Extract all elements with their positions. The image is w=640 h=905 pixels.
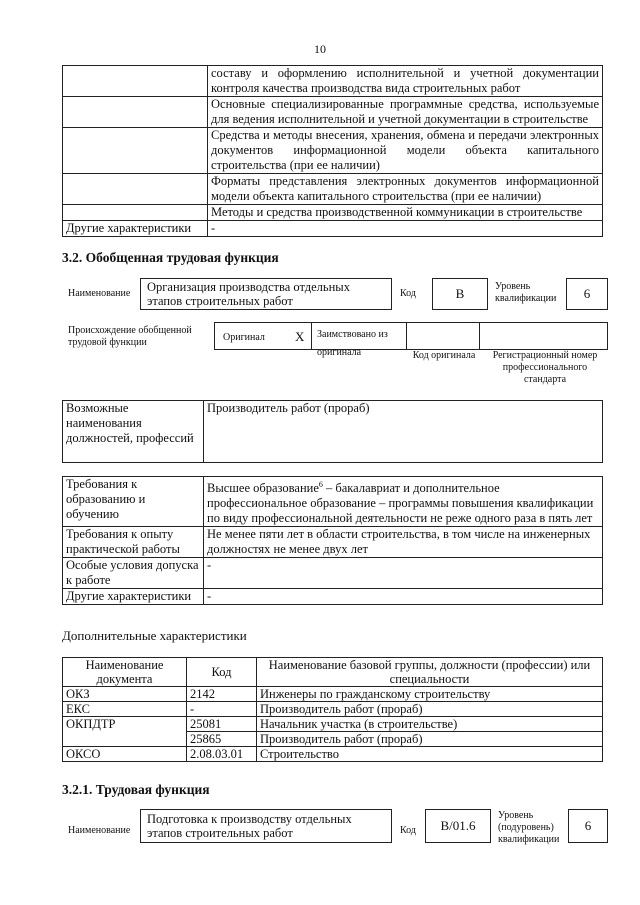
footnote-mark: 6 (318, 480, 323, 489)
code-original-cell (406, 322, 480, 350)
name-cell: Инженеры по гражданскому строительству (257, 687, 603, 702)
table-row: Форматы представления электронных документов информационной модели объекта капитального строительства (при ее наличии) (208, 174, 603, 205)
function-name: Подготовка к производству отдельных этапов строительных работ (147, 812, 352, 840)
doc-cell: ОКЗ (63, 687, 187, 702)
table-row (63, 702, 603, 717)
original-mark: X (295, 329, 305, 344)
code-box (432, 278, 488, 310)
level-label: Уровень (подуровень) квалификации (498, 810, 560, 845)
knowledge-table (62, 65, 603, 237)
name-cell: Производитель работ (прораб) (257, 732, 603, 747)
level-value: 6 (583, 286, 591, 301)
level-value: 6 (584, 818, 592, 833)
requirements-table (62, 476, 603, 605)
name-label: Наименование (68, 825, 131, 836)
header-name: Наименование базовой группы, должности (профессии) или специальности (257, 658, 603, 687)
code-cell: 2142 (187, 687, 257, 702)
level-box (566, 278, 608, 310)
original-label: Оригинал (223, 332, 265, 343)
code-label: Код (400, 825, 416, 836)
function-name: Организация производства отдельных этапов строительных работ (147, 280, 350, 308)
doc-cell: ОКПДТР (63, 717, 187, 747)
code-box (425, 809, 491, 843)
borrowed-cell (311, 322, 407, 358)
section-heading: 3.2. Обобщенная трудовая функция (62, 250, 279, 265)
additional-title: Дополнительные характеристики (62, 628, 247, 643)
table-row (63, 717, 603, 732)
function-name-box (140, 278, 392, 310)
other-characteristics-value: - (208, 221, 603, 237)
other-characteristics-label: Другие характеристики (63, 589, 204, 605)
table-row (63, 747, 603, 762)
table-row: Средства и методы внесения, хранения, обмена и передачи электронных документов информационной модели объекта капитального строительства (при ее наличии) (208, 128, 603, 174)
education-label: Требования к образованию и обучению (63, 477, 204, 527)
code-value: B (455, 286, 465, 301)
name-cell: Производитель работ (прораб) (257, 702, 603, 717)
code-value: B/01.6 (440, 818, 476, 833)
header-doc: Наименование документа (63, 658, 187, 687)
function-name-box (140, 809, 392, 843)
name-cell: Строительство (257, 747, 603, 762)
code-cell: 25081 (187, 717, 257, 732)
positions-table (62, 400, 603, 463)
table-row: Основные специализированные программные средства, используемые для ведения исполнительной и учетной документации в строительстве (208, 97, 603, 128)
table-row: Методы и средства производственной коммуникации в строительстве (208, 205, 603, 221)
level-box (568, 809, 608, 843)
education-value-a: Высшее образование (207, 481, 319, 496)
name-label: Наименование (68, 288, 131, 299)
origin-label: Происхождение обобщенной трудовой функции (68, 325, 192, 348)
page-number: 10 (314, 42, 326, 56)
borrowed-label: Заимствовано из оригинала (317, 329, 388, 358)
code-cell: 25865 (187, 732, 257, 747)
table-row (63, 687, 603, 702)
other-characteristics-label: Другие характеристики (63, 221, 208, 237)
code-cell: - (187, 702, 257, 717)
table-row: составу и оформлению исполнительной и учетной документации контроля качества производства вида строительных работ (208, 66, 603, 97)
experience-label: Требования к опыту практической работы (63, 527, 204, 558)
education-value-b: – бакалавриат и дополнительное профессиональное образование – программы повышения квалификации по виду профессиональной деятельности не реже одного раза в пять лет (207, 481, 594, 526)
code-label: Код (400, 288, 416, 299)
special-conditions-value: - (204, 558, 603, 589)
positions-value: Производитель работ (прораб) (204, 401, 603, 463)
experience-value: Не менее пяти лет в области строительства, в том числе на инженерных должностях не менее двух лет (204, 527, 603, 558)
level-label: Уровень квалификации (495, 281, 557, 304)
code-cell: 2.08.03.01 (187, 747, 257, 762)
code-original-label: Код оригинала (412, 350, 476, 361)
positions-label: Возможные наименования должностей, профессий (63, 401, 204, 463)
subsection-heading: 3.2.1. Трудовая функция (62, 782, 210, 797)
original-cell (214, 322, 312, 350)
other-characteristics-value: - (204, 589, 603, 605)
doc-cell: ЕКС (63, 702, 187, 717)
name-cell: Начальник участка (в строительстве) (257, 717, 603, 732)
education-value (204, 477, 603, 527)
reg-number-cell (479, 322, 608, 350)
header-code: Код (187, 658, 257, 687)
additional-table (62, 657, 603, 762)
reg-number-label: Регистрационный номер профессионального стандарта (492, 350, 598, 385)
doc-cell: ОКСО (63, 747, 187, 762)
special-conditions-label: Особые условия допуска к работе (63, 558, 204, 589)
